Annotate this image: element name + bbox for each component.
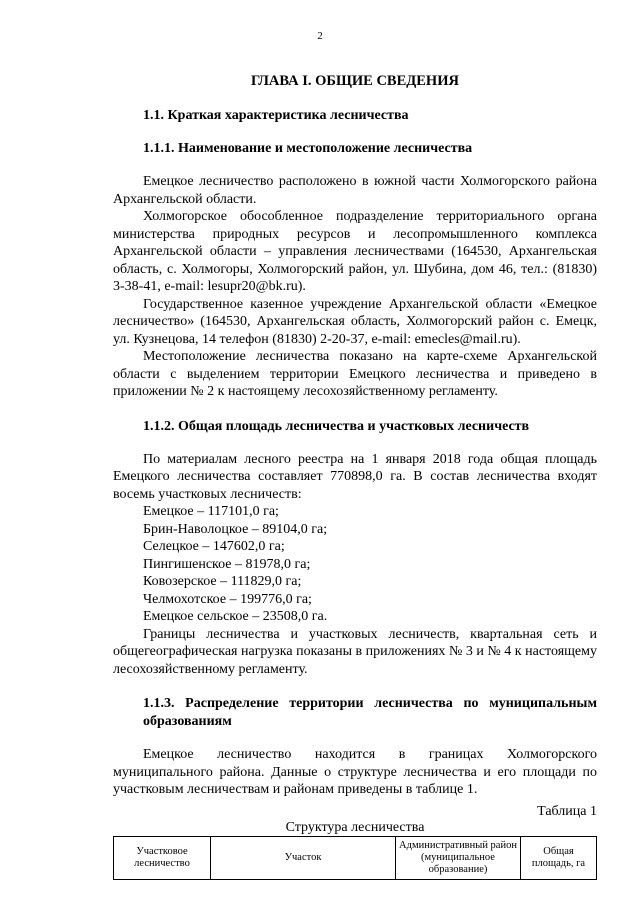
list-item: Емецкое сельское – 23508,0 га. [143, 609, 328, 624]
paragraph: Емецкое лесничество находится в границах Холмогорского муниципального района. Данные о структуре лесничества и его площади по участковым лесничествам и районам приведены в таблице 1. [113, 747, 597, 797]
page-number: 2 [317, 30, 323, 42]
section-heading-1-1-2: 1.1.2. Общая площадь лесничества и участковых лесничеств [143, 418, 530, 434]
table-header-row [114, 837, 597, 880]
section-heading-1-1-3: 1.1.3. Распределение территории лесничества по муниципальным образованиям [143, 696, 597, 729]
table-header-cell: Участковое лесничество [114, 837, 211, 880]
table-header-cell: Участок [211, 837, 396, 880]
paragraph: По материалам лесного реестра на 1 января 2018 года общая площадь Емецкого лесничества составляет 770898,0 га. В состав лесничества входят восемь участковых лесничеств: [113, 451, 597, 502]
table-header-cell: Административный район (муниципальное образование) [396, 837, 521, 880]
list-item: Емецкое – 117101,0 га; [143, 504, 279, 519]
paragraph: Местоположение лесничества показано на карте-схеме Архангельской области с выделением территории Емецкого лесничества и приведено в приложении № 2 к настоящему лесохозяйственному регламенту. [113, 349, 597, 399]
paragraph: Холмогорское обособленное подразделение территориального органа министерства природных ресурсов и лесопромышленного комплекса Архангельской области – управления лесничествами (164530, Архангельская область, с. Холмогоры, Холмогорский район, ул. Шубина, дом 46, тел.: (81830) 3-38-41, e-mail: lesupr20@bk.ru). [113, 209, 597, 294]
table-label: Таблица 1 [537, 803, 597, 819]
table-caption: Структура лесничества [285, 820, 425, 835]
list-item: Пингишенское – 81978,0 га; [143, 556, 311, 572]
chapter-title: ГЛАВА I. ОБЩИЕ СВЕДЕНИЯ [251, 73, 459, 89]
list-item: Селецкое – 147602,0 га; [143, 539, 285, 554]
paragraph: Емецкое лесничество расположено в южной части Холмогорского района Архангельской области. [113, 174, 597, 207]
list-item: Брин-Наволоцкое – 89104,0 га; [143, 521, 328, 537]
list-item: Челмохотское – 199776,0 га; [143, 591, 312, 607]
paragraph: Границы лесничества и участковых лесничеств, квартальная сеть и общегеографическая нагрузка показаны в приложениях № 3 и № 4 к настоящему лесохозяйственному регламенту. [113, 626, 597, 677]
page-content [113, 72, 597, 880]
table-header-cell: Общая площадь, га [521, 837, 597, 880]
list-item: Ковозерское – 111829,0 га; [143, 574, 302, 589]
paragraph: Государственное казенное учреждение Архангельской области «Емецкое лесничество» (164530, Архангельская область, Холмогорский район с. Емецк, ул. Кузнецова, 14 телефон (81830) 2-20-37, e-mail: emecles@mail.ru). [113, 296, 597, 347]
section-heading-1-1: 1.1. Краткая характеристика лесничества [143, 108, 409, 123]
structure-table [113, 836, 597, 880]
section-heading-1-1-1: 1.1.1. Наименование и местоположение лесничества [143, 141, 473, 156]
district-list [113, 503, 597, 626]
